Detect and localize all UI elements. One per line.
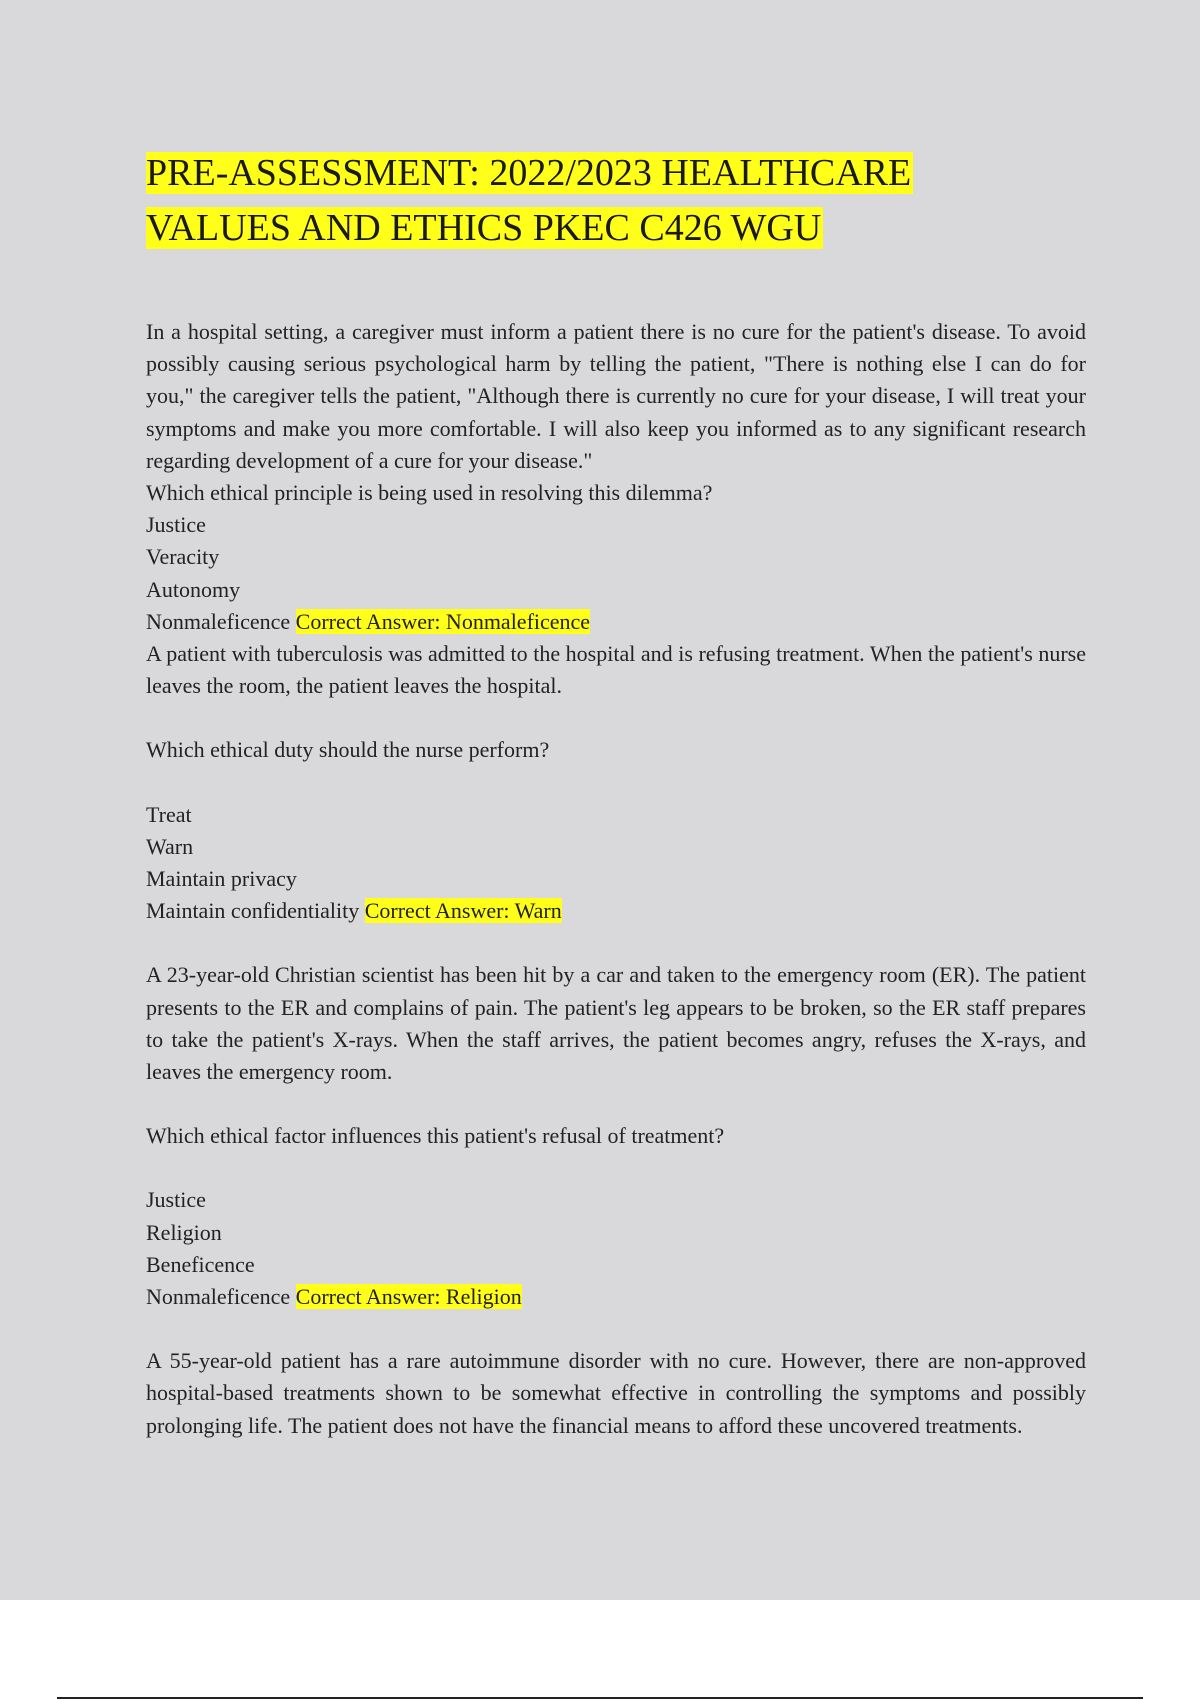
q3-option-2: Religion [146, 1219, 222, 1245]
q2-option-4: Maintain confidentiality [146, 898, 360, 924]
q1-question: Which ethical principle is being used in resolving this dilemma? [146, 480, 713, 506]
footer-divider [57, 1697, 1143, 1699]
q2-question: Which ethical duty should the nurse perform? [146, 737, 550, 763]
spacer [146, 1313, 1086, 1345]
q1-option-4: Nonmaleficence [146, 608, 291, 634]
q3-option-3: Beneficence [146, 1251, 255, 1277]
spacer [146, 767, 1086, 799]
q3-option-4: Nonmaleficence [146, 1284, 291, 1310]
spacer [146, 702, 1086, 734]
spacer [146, 927, 1086, 959]
q3-question: Which ethical factor influences this patient's refusal of treatment? [146, 1123, 725, 1149]
q2-option-1: Treat [146, 801, 192, 827]
q1-option-2: Veracity [146, 544, 220, 570]
document-content [146, 146, 1086, 1442]
q2-correct-answer: Correct Answer: Warn [364, 898, 562, 924]
q3-stem: A 23-year-old Christian scientist has been hit by a car and taken to the emergency room (ER). The patient presents to the ER and complains of pain. The patient's leg appears to be broken, so the ER staff prepares to take the patient's X-rays. When the staff arrives, the patient becomes angry, refuses the X-rays, and leaves the emergency room. [146, 962, 1086, 1085]
q3-option-4-line [146, 1281, 1086, 1313]
q1-option-4-line [146, 606, 1086, 638]
q4-stem: A 55-year-old patient has a rare autoimmune disorder with no cure. However, there are non-approved hospital-based treatments shown to be somewhat effective in controlling the symptoms and possibly prolonging life. The patient does not have the financial means to afford these uncovered treatments. [146, 1348, 1086, 1438]
q3-option-1: Justice [146, 1187, 206, 1213]
q2-option-4-line [146, 895, 1086, 927]
document-title [146, 146, 1086, 256]
spacer [146, 1152, 1086, 1184]
q1-option-1: Justice [146, 512, 206, 538]
q2-option-2: Warn [146, 833, 194, 859]
q2-option-3: Maintain privacy [146, 866, 297, 892]
title-line-1: PRE-ASSESSMENT: 2022/2023 HEALTHCARE [146, 152, 912, 194]
q1-correct-answer: Correct Answer: Nonmaleficence [295, 608, 591, 634]
title-line-2: VALUES AND ETHICS PKEC C426 WGU [146, 207, 822, 249]
q1-option-3: Autonomy [146, 576, 241, 602]
spacer [146, 1088, 1086, 1120]
q1-stem: In a hospital setting, a caregiver must inform a patient there is no cure for the patient's disease. To avoid possibly causing serious psychological harm by telling the patient, "There is nothing else I can do for you," the caregiver tells the patient, "Although there is currently no cure for your disease, I will treat your symptoms and make you more comfortable. I will also keep you informed as to any significant research regarding development of a cure for your disease." [146, 319, 1086, 473]
q3-correct-answer: Correct Answer: Religion [295, 1284, 522, 1310]
q2-stem: A patient with tuberculosis was admitted to the hospital and is refusing treatment. When the patient's nurse leaves the room, the patient leaves the hospital. [146, 641, 1086, 699]
document-body [146, 316, 1086, 1442]
